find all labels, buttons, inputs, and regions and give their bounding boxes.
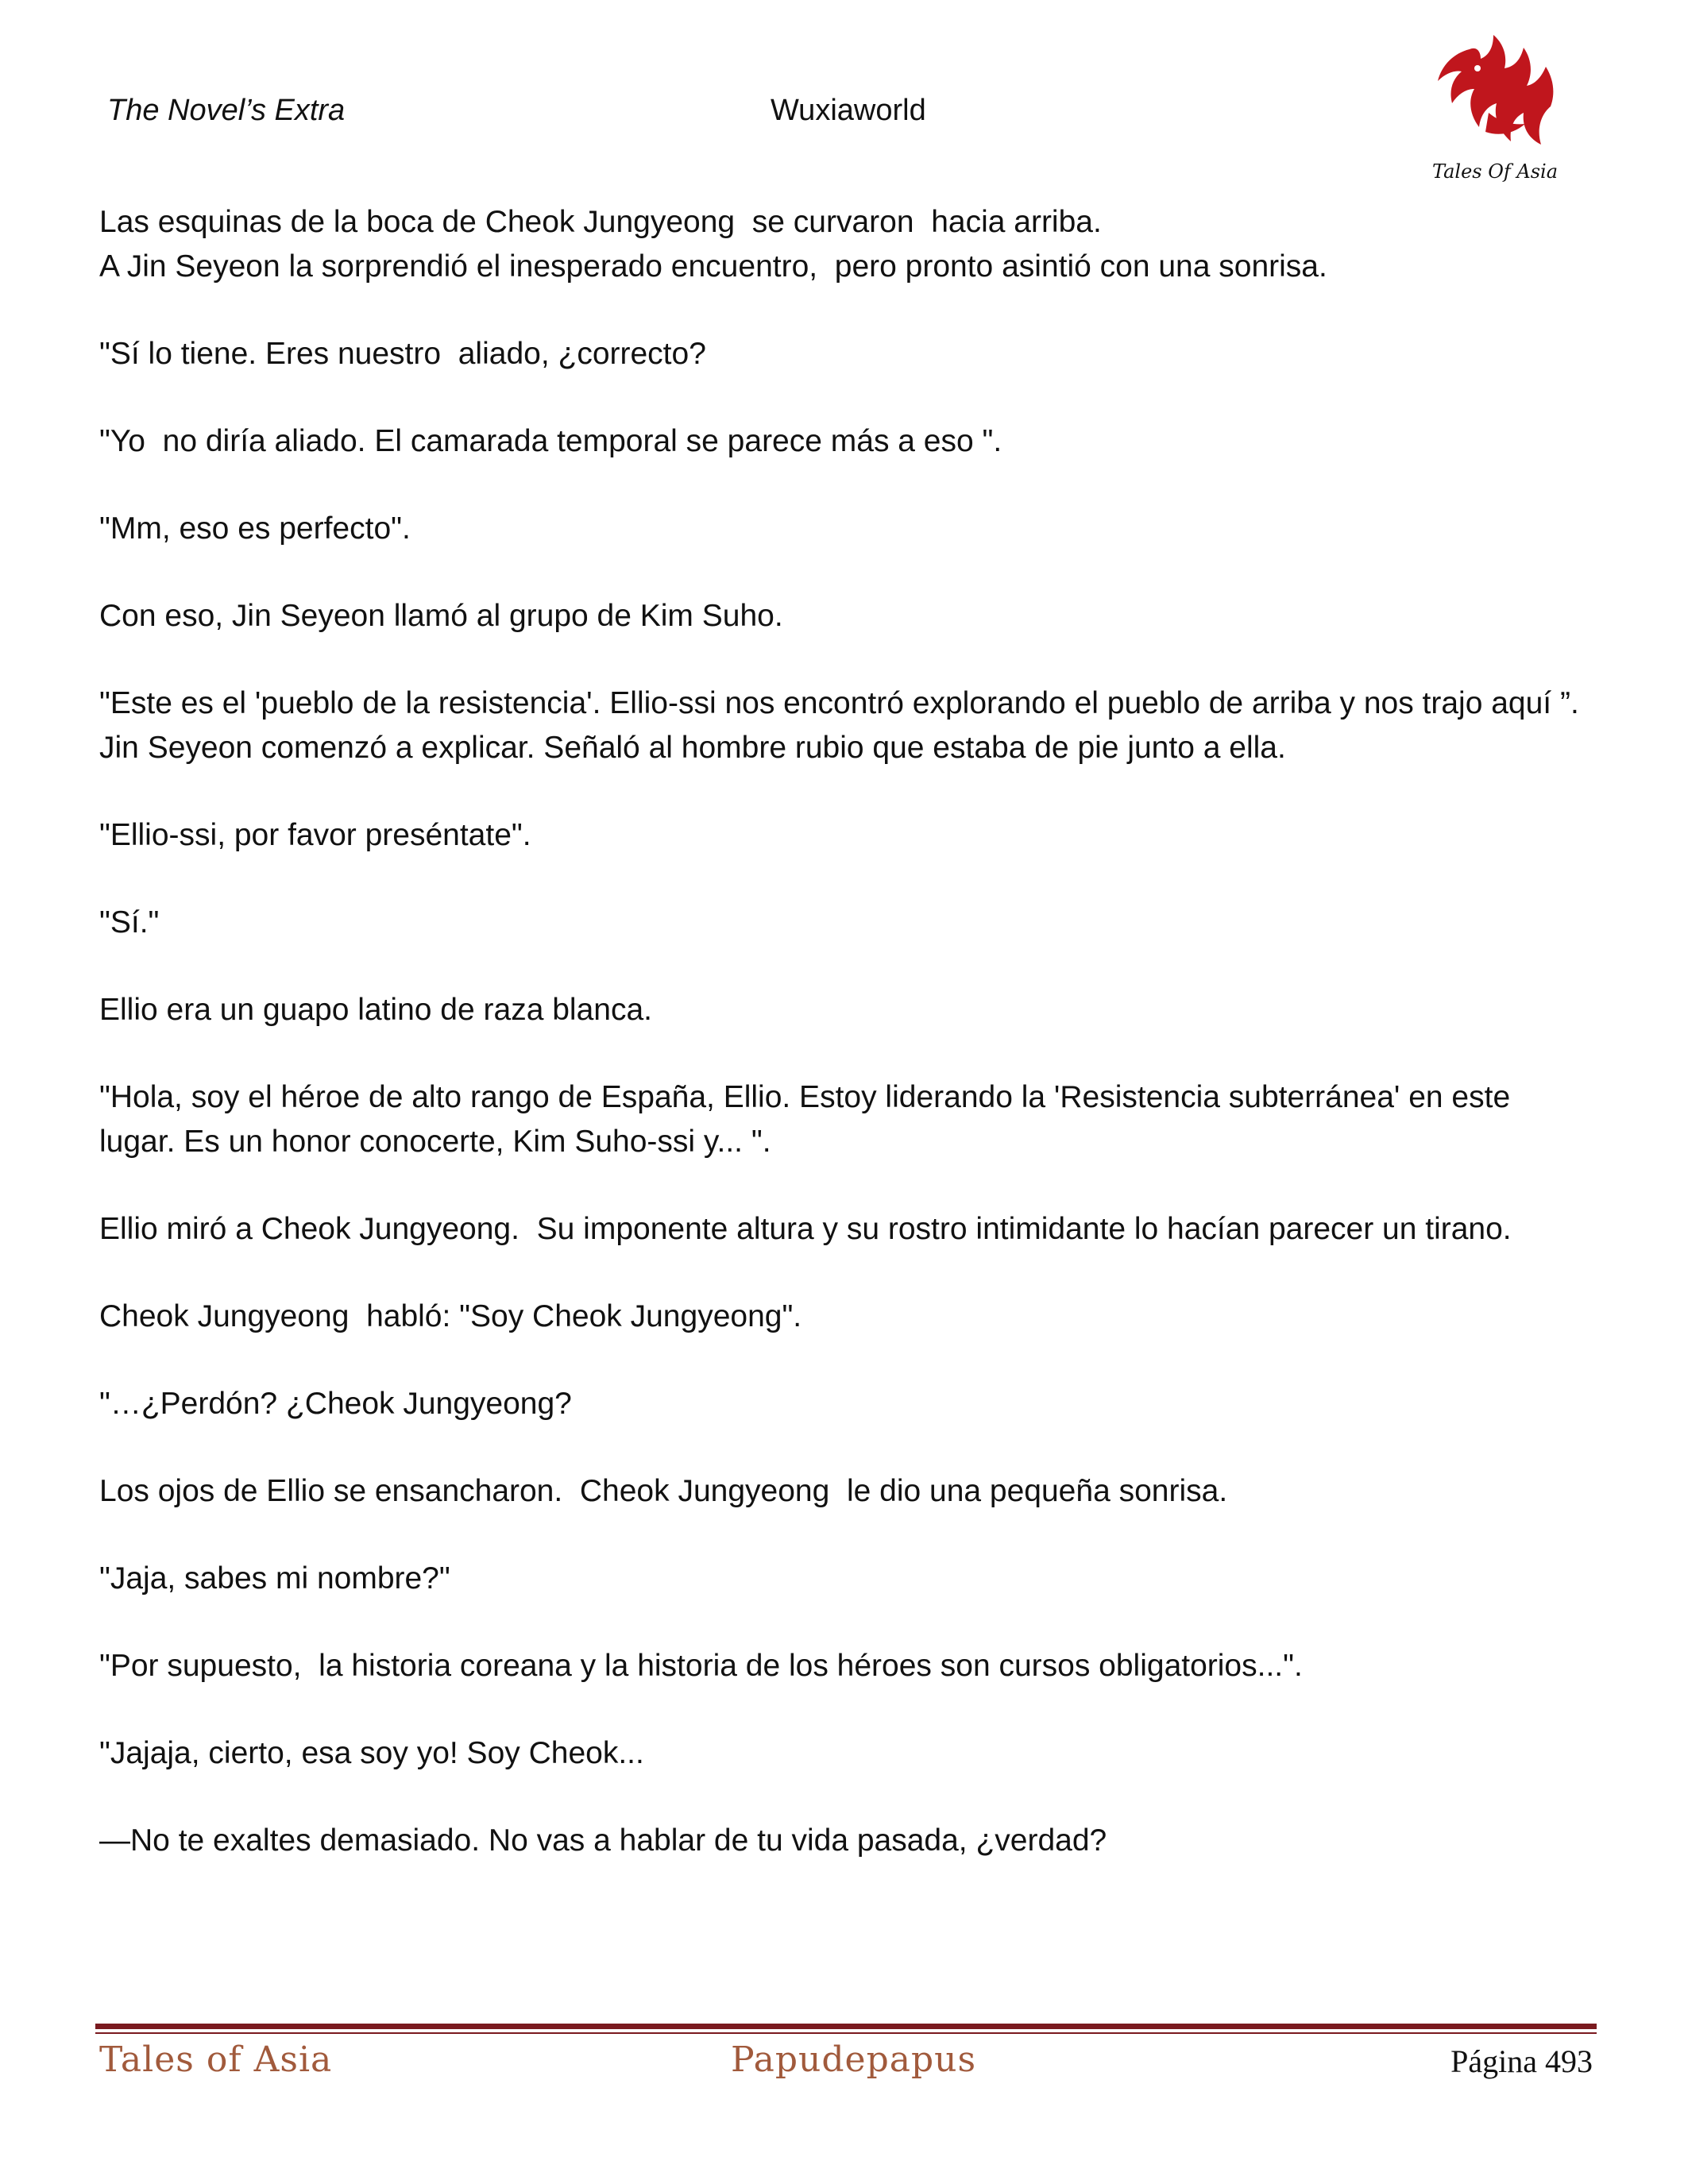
page-number: Página 493: [1450, 2043, 1593, 2079]
paragraph: Ellio era un guapo latino de raza blanca.: [99, 993, 652, 1027]
paragraph: "Sí lo tiene. Eres nuestro aliado, ¿correcto?: [99, 337, 706, 371]
paragraph: "Jajaja, cierto, esa soy yo! Soy Cheok...: [99, 1736, 644, 1770]
paragraph: "Sí.": [99, 905, 160, 940]
paragraph: "Hola, soy el héroe de alto rango de España, Ellio. Estoy liderando la 'Resistencia subterránea' en este lugar. Es un honor conocerte, Kim Suho-ssi y... ".: [99, 1080, 1519, 1159]
paragraph: Los ojos de Ellio se ensancharon. Cheok Jungyeong le dio una pequeña sonrisa.: [99, 1474, 1228, 1508]
paragraph: "…¿Perdón? ¿Cheok Jungyeong?: [99, 1387, 572, 1421]
tales-of-asia-logo: [1422, 17, 1569, 188]
paragraph: "Jaja, sabes mi nombre?": [99, 1561, 450, 1596]
footer-translator: Papudepapus: [731, 2039, 977, 2080]
header-novel-title: The Novel’s Extra: [107, 94, 346, 127]
paragraph: —No te exaltes demasiado. No vas a hablar de tu vida pasada, ¿verdad?: [99, 1823, 1107, 1858]
paragraph: "Por supuesto, la historia coreana y la historia de los héroes son cursos obligatorios...".: [99, 1649, 1303, 1683]
paragraph: "Este es el 'pueblo de la resistencia'. Ellio-ssi nos encontró explorando el pueblo de arriba y nos trajo aquí ”. Jin Seyeon comenzó a explicar. Señaló al hombre rubio que estaba de pie junto a ella.: [99, 686, 1588, 765]
footer-brand: Tales of Asia: [99, 2039, 333, 2080]
paragraph: Las esquinas de la boca de Cheok Jungyeong se curvaron hacia arriba.: [99, 205, 1102, 239]
paragraph: "Ellio-ssi, por favor preséntate".: [99, 818, 531, 852]
paragraph: A Jin Seyeon la sorprendió el inesperado encuentro, pero pronto asintió con una sonrisa.: [99, 249, 1327, 284]
paragraph: Cheok Jungyeong habló: "Soy Cheok Jungyeong".: [99, 1299, 802, 1333]
paragraph: Con eso, Jin Seyeon llamó al grupo de Kim Suho.: [99, 599, 783, 633]
chapter-body: [99, 200, 1593, 1906]
logo-text: Tales Of Asia: [1431, 160, 1559, 183]
paragraph: Ellio miró a Cheok Jungyeong. Su imponente altura y su rostro intimidante lo hacían parecer un tirano.: [99, 1212, 1512, 1246]
red-dragon-icon: [1422, 17, 1569, 188]
paragraph: "Yo no diría aliado. El camarada temporal se parece más a eso ".: [99, 424, 1002, 458]
paragraph: "Mm, eso es perfecto".: [99, 511, 411, 546]
footer-divider: [95, 2024, 1597, 2034]
header-site-name: Wuxiaworld: [771, 94, 926, 127]
